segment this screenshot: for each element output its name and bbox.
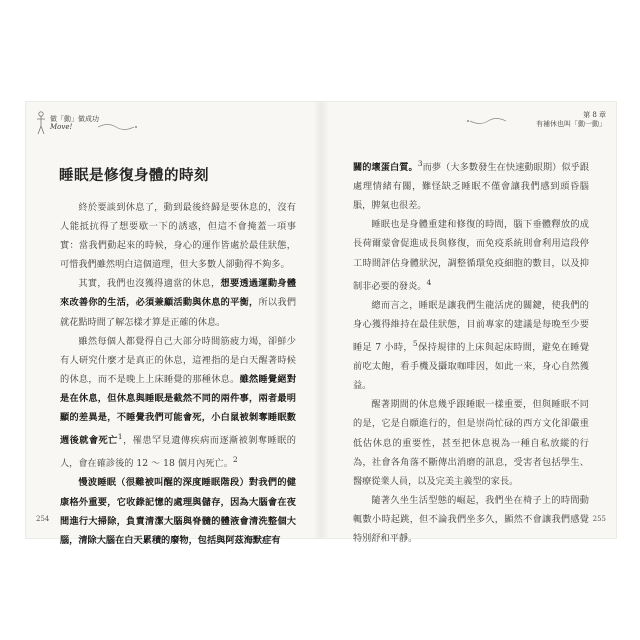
- chapter-title: 有補休也叫「動一動」: [536, 120, 606, 128]
- running-head-left: [34, 110, 154, 138]
- page-number: 254: [36, 515, 50, 523]
- running-head-right: [466, 110, 606, 138]
- book-spread: [26, 102, 616, 546]
- right-body-text: [353, 154, 589, 548]
- flourish-icon: [98, 122, 138, 132]
- paragraph: 其實，我們也沒獲得適當的休息，想要透過運動身體來改善你的生活，必須兼顧活動與休息的平衡，所以我們就花點時間了解怎樣才算是正確的休息。: [60, 278, 297, 328]
- paragraph: 雖然每個人都覺得自己大部分時間筋疲力竭，卻鮮少有人研究什麼才是真正的休息，這裡指的是白天醒著時候的休息，而不是晚上上床睡覺的那種休息。雖然睡覺絕對是在休息，但休息與睡眠是截然不同的兩件事，兩者最明顯的差異是，不睡覺我們可能會死，小白鼠被剝奪睡眠數週後就會死亡$^1$，罹患罕見遺傳疾病而逐漸被剝奪睡眠的人，會在確診後的 12 ～ 18 個月內死亡。$^2$: [60, 335, 297, 470]
- emphasis-text: 慢波睡眠（很難被叫醒的深度睡眠階段）對我們的健康格外重要，它收錄記憶的處理與儲存，因為大腦會在夜間進行大掃除，負責清潔大腦與脊髓的體液會清洗整個大腦，清除大腦在白天累積的廢物，包括與阿茲海默症有: [60, 477, 296, 546]
- emphasis-text: 關的壞蛋白質。: [353, 162, 418, 174]
- paragraph: [60, 473, 296, 549]
- chapter-number: 第 8 章: [583, 111, 606, 119]
- footnote-marker: 2: [232, 455, 238, 465]
- emphasis-text: 想要透過運動身體來改善你的生活，必須兼顧活動與休息的平衡，: [60, 278, 297, 309]
- paragraph: 睡眠也是身體重建和修復的時間，腦下垂體釋放的成長荷爾蒙會促進成長與修復，而免疫系統則會利用這段停工時間評估身體狀況，調整循環免疫細胞的數目，以及抑制非必要的發炎。$^4$: [353, 219, 589, 292]
- left-page: [26, 102, 321, 546]
- paragraph: 終於要談到休息了，動到最後終歸是要休息的，沒有人能抵抗得了想要歇一下的誘惑，但這不會掩蓋一項事實：當我們動起來的時候，身心的運作皆處於最佳狀態，可惜我們雖然明白這個道理，但大多數人卻動得不夠多。: [60, 202, 296, 271]
- flourish-icon: [466, 116, 506, 126]
- paragraph: 隨著久坐生活型態的崛起，我們坐在椅子上的時間動輒數小時起跳，但不論我們坐多久，顯然不會讓我們感覺特別舒和平靜。: [353, 494, 589, 544]
- paragraph: 醒著期間的休息幾乎跟睡眠一樣重要，但與睡眠不同的是，它是自願進行的，但是崇尚忙碌的西方文化卻嚴重低估休息的重要性，甚至把休息視為一種自私放縱的行為，社會各角落不斷傳出消磨的訊息，受害者包括學生、醫療從業人員，以及完美主義型的家長。: [353, 399, 589, 487]
- section-heading: 睡眠是修復身體的時刻: [59, 168, 209, 184]
- left-body-text: [60, 198, 296, 550]
- book-title: 做「動」做成功: [50, 115, 99, 123]
- emphasis-text: 雖然睡覺絕對是在休息，但休息與睡眠是截然不同的兩件事，兩者最明顯的差異是，不睡覺我們可能會死，小白鼠被剝奪睡眠數週後就會死亡: [60, 373, 297, 447]
- paragraph: 關的壞蛋白質。$^3$而夢（大多數發生在快速動眼期）似乎跟處理情緒有關，難怪缺乏睡眠不僅會讓我們感到頭昏腦脹，脾氣也很差。: [353, 159, 590, 212]
- page-number: 255: [592, 515, 606, 523]
- footnote-marker: 3: [417, 159, 423, 168]
- figure-logo-icon: [34, 110, 48, 136]
- footnote-marker: 5: [412, 338, 418, 348]
- right-page: [321, 102, 616, 544]
- book-subtitle: Move!: [50, 123, 73, 131]
- footnote-marker: 1: [117, 432, 123, 442]
- footnote-marker: 4: [426, 277, 432, 287]
- paragraph: 總而言之，睡眠是讓我們生龍活虎的關鍵，使我們的身心獲得維持在最佳狀態，目前專家的建議是每晚至少要睡足 7 小時，$^5$保持規律的上床與起床時間，避免在睡覺前吃太飽，看手機及攝取咖啡因，如此一來，身心自然獲益。: [353, 299, 590, 392]
